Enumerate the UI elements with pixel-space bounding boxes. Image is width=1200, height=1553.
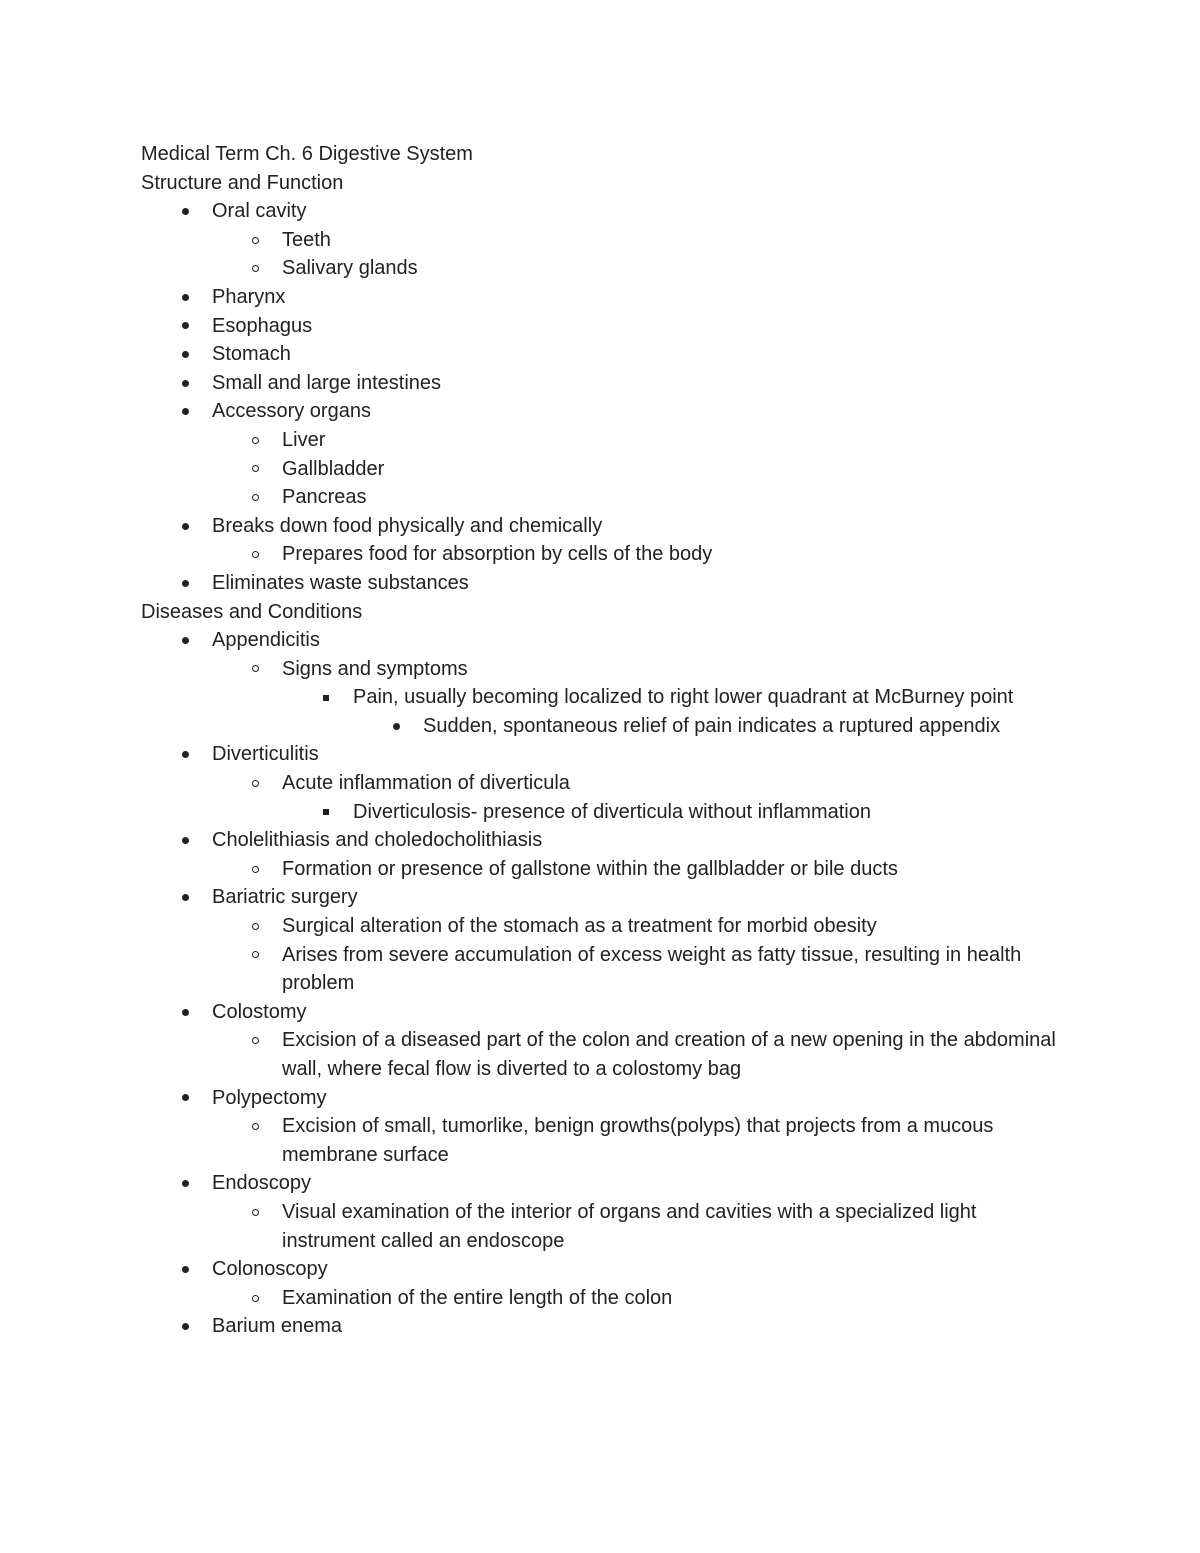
section-heading: Structure and Function [141,171,344,194]
bullet-icon [178,369,192,398]
list-item-text: Small and large intestines [212,371,442,394]
list-item-text: Appendicitis [212,629,320,652]
bullet-icon [248,1026,262,1055]
bullet-icon [248,912,262,941]
list-item-level-2 [141,226,1061,255]
bullet-icon [248,855,262,884]
list-item-text: Excision of a diseased part of the colon and creation of a new opening in the abdominal wall, where fecal flow is diverted to a colostomy bag [282,1029,1056,1080]
bullet-icon [248,540,262,569]
list-item-level-2 [141,1026,1061,1083]
list-item-text: Visual examination of the interior of organs and cavities with a specialized light instrument called an endoscope [282,1200,977,1252]
list-item-text: Breaks down food physically and chemically [212,514,603,537]
bullet-icon [178,569,192,598]
list-item-level-2 [141,912,1061,941]
list-item-level-4 [141,712,1061,741]
bullet-icon [178,826,192,855]
list-item-text: Barium enema [212,1315,343,1338]
bullet-icon [178,1084,192,1113]
list-item-text: Diverticulosis- presence of diverticula without inflammation [353,800,871,823]
bullet-icon [248,455,262,484]
bullet-icon [248,426,262,455]
list-item-text: Acute inflammation of diverticula [282,772,570,795]
bullet-icon [248,1112,262,1141]
bullet-icon [178,1169,192,1198]
list-item-text: Liver [282,428,326,451]
list-item-level-1 [141,369,1061,398]
bullet-icon [178,340,192,369]
bullet-icon [248,1284,262,1313]
list-item-level-1 [141,397,1061,426]
list-item-text: Stomach [212,343,291,366]
list-item-level-1 [141,740,1061,769]
bullet-icon [319,798,333,827]
list-item-level-1 [141,340,1061,369]
list-item-level-2 [141,1284,1061,1313]
list-item-text: Bariatric surgery [212,886,358,909]
list-item-text: Colonoscopy [212,1258,328,1281]
list-item-level-1 [141,883,1061,912]
list-item-text: Eliminates waste substances [212,571,469,594]
list-item-text: Signs and symptoms [282,657,468,680]
list-item-text: Endoscopy [212,1172,311,1195]
list-item-text: Gallbladder [282,457,385,480]
list-item-text: Oral cavity [212,200,307,223]
list-item-level-2 [141,855,1061,884]
list-item-level-2 [141,941,1061,998]
list-item-text: Arises from severe accumulation of excess weight as fatty tissue, resulting in health problem [282,943,1022,995]
list-item-level-3 [141,798,1061,827]
list-item-level-1 [141,1312,1061,1341]
bullet-icon [248,655,262,684]
list-item-text: Pain, usually becoming localized to right lower quadrant at McBurney point [353,686,1014,709]
bullet-icon [248,941,262,970]
list-item-text: Esophagus [212,314,313,337]
list-item-level-2 [141,655,1061,684]
bullet-icon [178,740,192,769]
bullet-icon [178,998,192,1027]
list-item-text: Formation or presence of gallstone within the gallbladder or bile ducts [282,857,898,880]
list-item-level-1 [141,998,1061,1027]
list-item-level-1 [141,826,1061,855]
bullet-icon [319,683,333,712]
list-item-level-1 [141,1255,1061,1284]
bullet-icon [178,283,192,312]
list-item-level-3 [141,683,1061,712]
list-item-level-2 [141,540,1061,569]
list-item-level-2 [141,426,1061,455]
document-title: Medical Term Ch. 6 Digestive System [141,143,473,165]
list-item-text: Cholelithiasis and choledocholithiasis [212,829,543,852]
list-item-level-1 [141,626,1061,655]
bullet-icon [178,197,192,226]
bullet-icon [178,397,192,426]
list-item-text: Colostomy [212,1000,307,1023]
list-item-text: Polypectomy [212,1086,327,1109]
list-item-level-1 [141,512,1061,541]
list-item-text: Teeth [282,228,331,251]
document-body [141,140,1061,1341]
list-item-text: Salivary glands [282,257,418,280]
bullet-icon [178,626,192,655]
bullet-icon [248,483,262,512]
list-item-level-1 [141,197,1061,226]
list-item-text: Surgical alteration of the stomach as a treatment for morbid obesity [282,915,877,938]
bullet-icon [178,1255,192,1284]
bullet-icon [178,1312,192,1341]
list-item-text: Diverticulitis [212,743,319,766]
section-heading: Diseases and Conditions [141,600,363,623]
list-item-level-2 [141,1112,1061,1169]
list-item-text: Accessory organs [212,400,371,423]
bullet-icon [178,883,192,912]
bullet-icon [248,226,262,255]
list-item-level-1 [141,1084,1061,1113]
bullet-icon [248,1198,262,1227]
list-item-level-2 [141,483,1061,512]
list-item-text: Pancreas [282,486,367,509]
list-item-level-2 [141,455,1061,484]
bullet-icon [248,769,262,798]
list-item-level-2 [141,254,1061,283]
list-item-level-1 [141,1169,1061,1198]
bullet-icon [389,712,403,741]
list-item-text: Excision of small, tumorlike, benign growths(polyps) that projects from a mucous membrane surface [282,1115,994,1166]
bullet-icon [178,512,192,541]
list-item-level-2 [141,769,1061,798]
list-item-text: Prepares food for absorption by cells of the body [282,543,713,566]
list-item-level-1 [141,312,1061,341]
list-item-level-1 [141,283,1061,312]
bullet-icon [178,312,192,341]
list-item-level-1 [141,569,1061,598]
list-item-text: Pharynx [212,285,286,308]
bullet-icon [248,254,262,283]
list-item-text: Examination of the entire length of the colon [282,1286,673,1309]
list-item-level-2 [141,1198,1061,1255]
list-item-text: Sudden, spontaneous relief of pain indicates a ruptured appendix [423,714,1001,737]
